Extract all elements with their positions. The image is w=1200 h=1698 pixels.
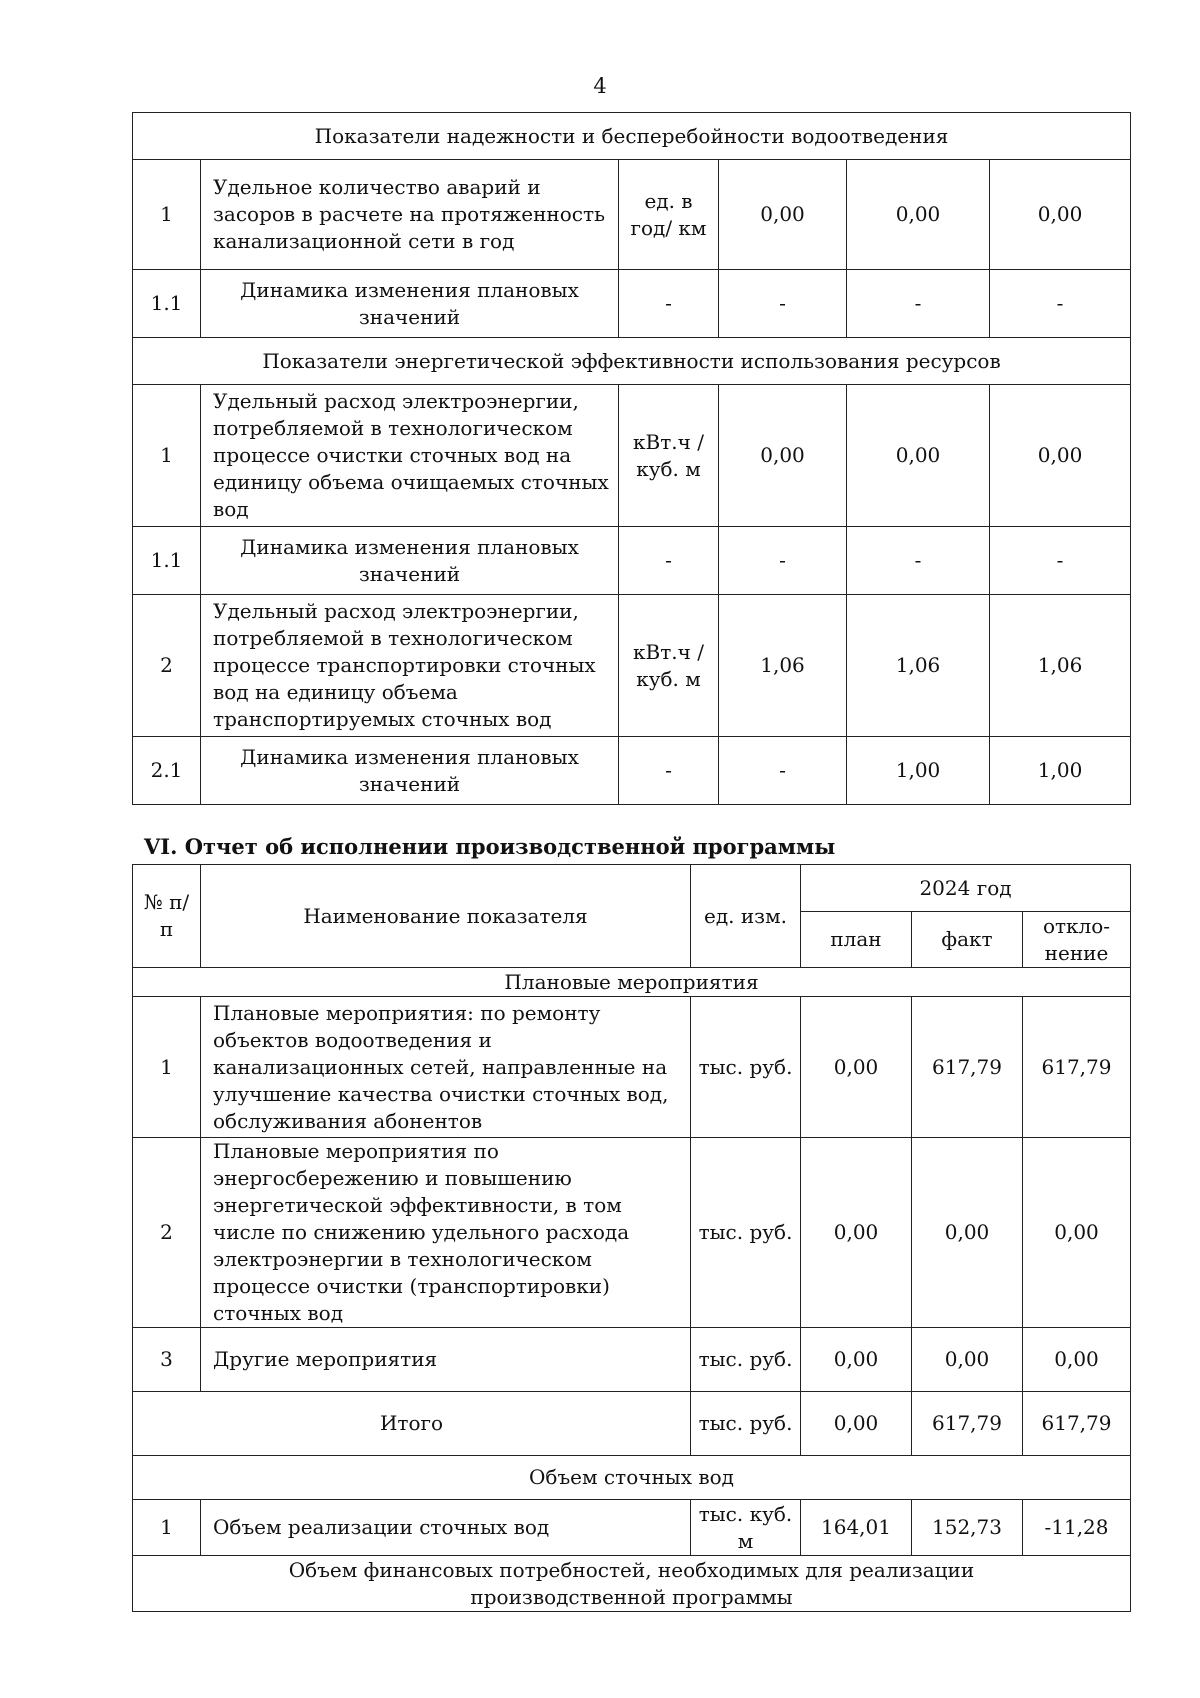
- indicators-table: [132, 112, 1131, 805]
- program-report-table: [132, 864, 1131, 1612]
- section-title: Показатели надежности и бесперебойности водоотведения: [133, 113, 1131, 160]
- indicator-name: Удельный расход электроэнергии, потребляемой в технологическом процессе транспортировки сточных вод на единицу объема транспортируемых сточных вод: [201, 595, 619, 737]
- indicator-row: [133, 385, 1131, 527]
- value-cell: 1,06: [719, 595, 847, 737]
- unit-cell: ед. в год/ км: [619, 160, 719, 270]
- header-plan: план: [801, 912, 912, 968]
- measure-row: [133, 997, 1131, 1138]
- deviation-value: 617,79: [1023, 997, 1131, 1138]
- unit-cell: тыс. руб.: [691, 1138, 801, 1328]
- plan-value: 164,01: [801, 1500, 912, 1556]
- unit-cell: кВт.ч / куб. м: [619, 385, 719, 527]
- indicator-name: Динамика изменения плановых значений: [201, 737, 619, 805]
- volume-title: Объем сточных вод: [133, 1456, 1131, 1500]
- value-cell: -: [847, 270, 990, 338]
- row-number: 3: [133, 1328, 201, 1392]
- row-number: 1: [133, 385, 201, 527]
- row-number: 1.1: [133, 527, 201, 595]
- header-deviation: откло-нение: [1023, 912, 1131, 968]
- unit-cell: тыс. руб.: [691, 1392, 801, 1456]
- header-year: 2024 год: [801, 865, 1131, 912]
- value-cell: -: [990, 527, 1131, 595]
- row-number: 1: [133, 1500, 201, 1556]
- measure-name: Плановые мероприятия по энергосбережению и повышению энергетической эффективности, в том числе по снижению удельного расхода электроэнергии в технологическом процессе очистки (транспортировки) сточных вод: [201, 1138, 691, 1328]
- header-fact: факт: [912, 912, 1023, 968]
- unit-cell: -: [619, 737, 719, 805]
- indicator-name: Удельное количество аварий и засоров в расчете на протяженность канализационной сети в год: [201, 160, 619, 270]
- value-cell: 0,00: [719, 160, 847, 270]
- indicator-row: [133, 737, 1131, 805]
- value-cell: -: [847, 527, 990, 595]
- fact-value: 0,00: [912, 1138, 1023, 1328]
- deviation-value: 617,79: [1023, 1392, 1131, 1456]
- row-number: 1: [133, 997, 201, 1138]
- value-cell: 0,00: [990, 385, 1131, 527]
- value-cell: -: [990, 270, 1131, 338]
- unit-cell: -: [619, 270, 719, 338]
- indicator-row: [133, 270, 1131, 338]
- section-title-row: [133, 1456, 1131, 1500]
- volume-name: Объем реализации сточных вод: [201, 1500, 691, 1556]
- value-cell: 1,06: [847, 595, 990, 737]
- row-number: 1: [133, 160, 201, 270]
- value-cell: 0,00: [719, 385, 847, 527]
- finance-title: Объем финансовых потребностей, необходимых для реализации производственной программы: [133, 1556, 1131, 1612]
- fact-value: 152,73: [912, 1500, 1023, 1556]
- total-row: [133, 1392, 1131, 1456]
- indicator-name: Динамика изменения плановых значений: [201, 527, 619, 595]
- section-title: Показатели энергетической эффективности использования ресурсов: [133, 338, 1131, 385]
- header-num: № п/п: [133, 865, 201, 968]
- measure-row: [133, 1138, 1131, 1328]
- fact-value: 617,79: [912, 1392, 1023, 1456]
- plan-value: 0,00: [801, 997, 912, 1138]
- plan-value: 0,00: [801, 1328, 912, 1392]
- indicator-name: Динамика изменения плановых значений: [201, 270, 619, 338]
- value-cell: -: [719, 737, 847, 805]
- section-heading: VI. Отчет об исполнении производственной программы: [144, 834, 836, 859]
- planned-title: Плановые мероприятия: [133, 968, 1131, 997]
- value-cell: -: [719, 270, 847, 338]
- total-label: Итого: [133, 1392, 691, 1456]
- deviation-value: 0,00: [1023, 1138, 1131, 1328]
- measure-row: [133, 1328, 1131, 1392]
- deviation-value: 0,00: [1023, 1328, 1131, 1392]
- measure-name: Плановые мероприятия: по ремонту объектов водоотведения и канализационных сетей, направленные на улучшение качества очистки сточных вод, обслуживания абонентов: [201, 997, 691, 1138]
- indicator-row: [133, 527, 1131, 595]
- row-number: 1.1: [133, 270, 201, 338]
- deviation-value: -11,28: [1023, 1500, 1131, 1556]
- row-number: 2: [133, 595, 201, 737]
- value-cell: 1,00: [847, 737, 990, 805]
- measure-name: Другие мероприятия: [201, 1328, 691, 1392]
- unit-cell: тыс. руб.: [691, 1328, 801, 1392]
- section-title-row: [133, 1556, 1131, 1612]
- volume-row: [133, 1500, 1131, 1556]
- plan-value: 0,00: [801, 1392, 912, 1456]
- fact-value: 617,79: [912, 997, 1023, 1138]
- value-cell: 0,00: [847, 385, 990, 527]
- section-title-row: [133, 113, 1131, 160]
- value-cell: 0,00: [847, 160, 990, 270]
- row-number: 2.1: [133, 737, 201, 805]
- header-name: Наименование показателя: [201, 865, 691, 968]
- indicator-row: [133, 595, 1131, 737]
- value-cell: 1,00: [990, 737, 1131, 805]
- row-number: 2: [133, 1138, 201, 1328]
- fact-value: 0,00: [912, 1328, 1023, 1392]
- unit-cell: тыс. руб.: [691, 997, 801, 1138]
- section-title-row: [133, 968, 1131, 997]
- indicator-row: [133, 160, 1131, 270]
- header-unit: ед. изм.: [691, 865, 801, 968]
- header-row: [133, 865, 1131, 912]
- value-cell: -: [719, 527, 847, 595]
- indicator-name: Удельный расход электроэнергии, потребляемой в технологическом процессе очистки сточных вод на единицу объема очищаемых сточных вод: [201, 385, 619, 527]
- unit-cell: -: [619, 527, 719, 595]
- value-cell: 0,00: [990, 160, 1131, 270]
- value-cell: 1,06: [990, 595, 1131, 737]
- unit-cell: тыс. куб. м: [691, 1500, 801, 1556]
- unit-cell: кВт.ч / куб. м: [619, 595, 719, 737]
- section-title-row: [133, 338, 1131, 385]
- plan-value: 0,00: [801, 1138, 912, 1328]
- page-number: 4: [593, 74, 607, 98]
